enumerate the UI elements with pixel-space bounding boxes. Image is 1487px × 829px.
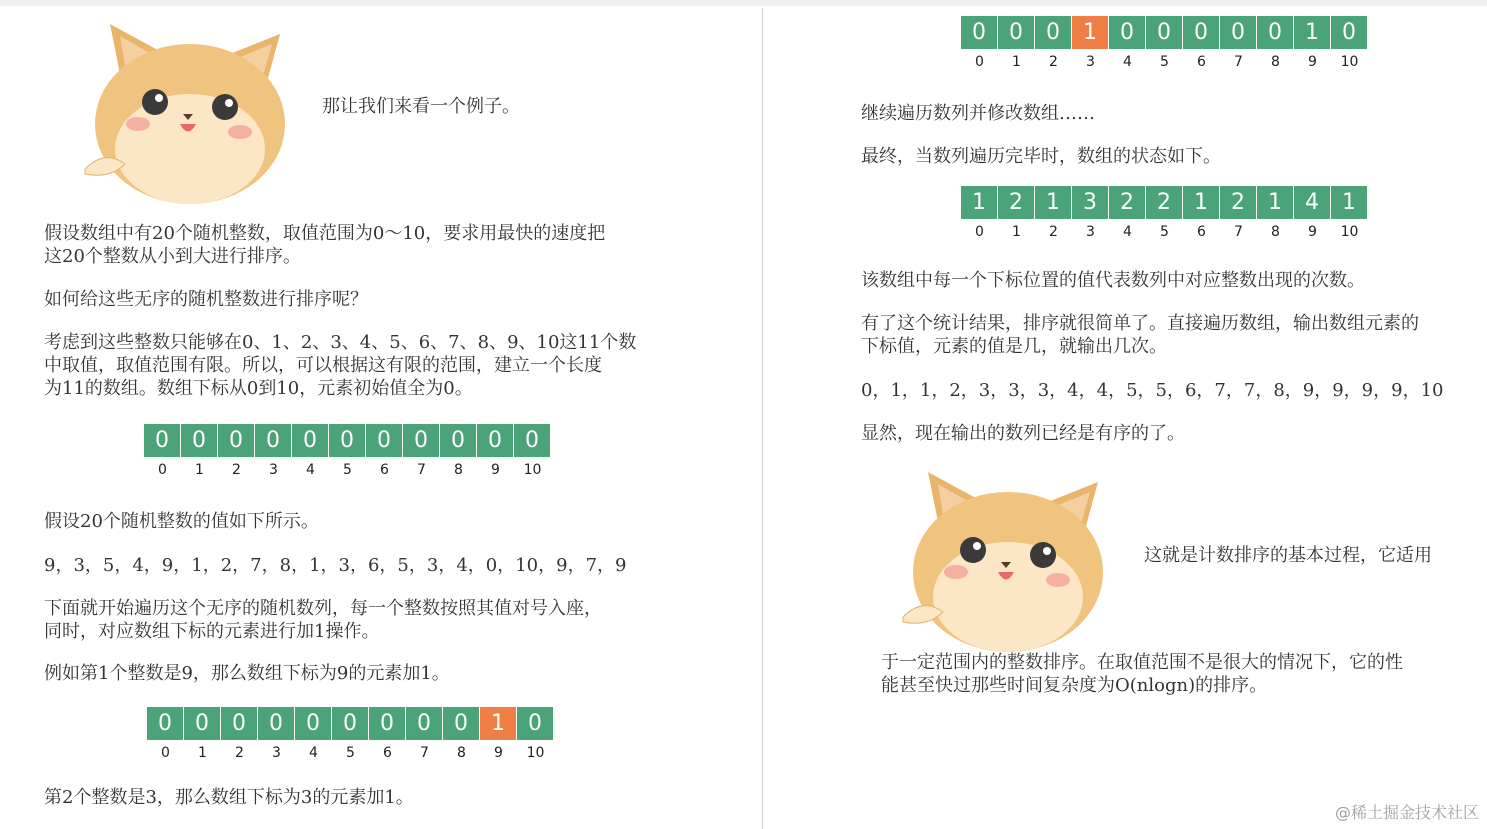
array-cell: 0 xyxy=(295,707,332,740)
hamster-icon xyxy=(80,14,300,204)
array-cell: 1 xyxy=(961,186,998,219)
paragraph-line: 假设20个随机整数的值如下所示。 xyxy=(44,511,319,532)
array-index-label: 10 xyxy=(523,462,542,478)
array-cell: 0 xyxy=(440,424,477,457)
array-cell: 0 xyxy=(218,424,255,457)
array-cell: 0 xyxy=(1109,16,1146,49)
hamster-icon xyxy=(898,462,1118,652)
count-array-after-first xyxy=(147,707,554,761)
array-index-label: 4 xyxy=(309,745,318,761)
array-cell: 0 xyxy=(181,424,218,457)
array-indices xyxy=(144,462,551,478)
array-cell: 2 xyxy=(1146,186,1183,219)
array-cell: 0 xyxy=(292,424,329,457)
paragraph-line: 中取值，取值范围有限。所以，可以根据这有限的范围，建立一个长度 xyxy=(44,355,602,376)
array-index-label: 1 xyxy=(1012,224,1021,240)
array-cell: 0 xyxy=(258,707,295,740)
paragraph-line: 该数组中每一个下标位置的值代表数列中对应整数出现的次数。 xyxy=(861,270,1365,291)
count-array-after-second xyxy=(961,16,1368,70)
array-index-label: 5 xyxy=(343,462,352,478)
array-cell: 0 xyxy=(184,707,221,740)
array-cell: 0 xyxy=(1331,16,1368,49)
paragraph-line: 有了这个统计结果，排序就很简单了。直接遍历数组，输出数组元素的 xyxy=(861,313,1419,334)
array-index-label: 7 xyxy=(1234,54,1243,70)
array-index-label: 3 xyxy=(1086,224,1095,240)
array-cell: 0 xyxy=(443,707,480,740)
array-indices xyxy=(147,745,554,761)
array-indices xyxy=(961,224,1368,240)
array-index-label: 1 xyxy=(1012,54,1021,70)
array-index-label: 6 xyxy=(380,462,389,478)
array-cell: 1 xyxy=(1294,16,1331,49)
array-cell: 1 xyxy=(1331,186,1368,219)
array-index-label: 0 xyxy=(975,54,984,70)
paragraph-line: 于一定范围内的整数排序。在取值范围不是很大的情况下，它的性 xyxy=(881,652,1403,673)
array-index-label: 2 xyxy=(1049,54,1058,70)
array-index-label: 5 xyxy=(1160,224,1169,240)
paragraph-line: 下标值，元素的值是几，就输出几次。 xyxy=(861,336,1167,357)
array-index-label: 2 xyxy=(235,745,244,761)
array-cells xyxy=(147,707,554,740)
array-index-label: 0 xyxy=(161,745,170,761)
array-index-label: 4 xyxy=(1123,54,1132,70)
paragraph-line: 能甚至快过那些时间复杂度为O(nlogn)的排序。 xyxy=(881,675,1268,696)
sorted-sequence: 0，1，1，2，3，3，3，4，4，5，5，6，7，7，8，9，9，9，9，10 xyxy=(861,380,1444,401)
caption-summary: 这就是计数排序的基本过程，它适用 xyxy=(1144,545,1432,566)
random-sequence: 9，3，5，4，9，1，2，7，8，1，3，6，5，3，4，0，10，9，7，9 xyxy=(44,555,627,576)
array-index-label: 2 xyxy=(1049,224,1058,240)
array-cell: 0 xyxy=(255,424,292,457)
array-index-label: 2 xyxy=(232,462,241,478)
array-cell: 2 xyxy=(998,186,1035,219)
array-index-label: 7 xyxy=(420,745,429,761)
paragraph-line: 第2个整数是3，那么数组下标为3的元素加1。 xyxy=(44,787,414,808)
array-indices xyxy=(961,54,1368,70)
paragraph-line: 假设数组中有20个随机整数，取值范围为0～10，要求用最快的速度把 xyxy=(44,223,606,244)
array-cell: 0 xyxy=(477,424,514,457)
array-index-label: 1 xyxy=(195,462,204,478)
paragraph-line: 同时，对应数组下标的元素进行加1操作。 xyxy=(44,621,380,642)
paragraph-line: 显然，现在输出的数列已经是有序的了。 xyxy=(861,423,1185,444)
array-index-label: 7 xyxy=(1234,224,1243,240)
array-cell: 0 xyxy=(147,707,184,740)
array-cell: 1 xyxy=(1183,186,1220,219)
array-cell: 2 xyxy=(1220,186,1257,219)
array-index-label: 8 xyxy=(457,745,466,761)
right-page xyxy=(763,0,1487,829)
array-cells xyxy=(961,16,1368,49)
array-index-label: 10 xyxy=(1340,54,1359,70)
array-cell: 1 xyxy=(1257,186,1294,219)
array-cell: 0 xyxy=(998,16,1035,49)
array-cell: 0 xyxy=(221,707,258,740)
array-index-label: 3 xyxy=(269,462,278,478)
array-index-label: 3 xyxy=(1086,54,1095,70)
paragraph-line: 最终，当数列遍历完毕时，数组的状态如下。 xyxy=(861,146,1221,167)
array-index-label: 5 xyxy=(346,745,355,761)
array-cell: 0 xyxy=(144,424,181,457)
array-index-label: 4 xyxy=(1123,224,1132,240)
array-index-label: 8 xyxy=(454,462,463,478)
array-index-label: 0 xyxy=(158,462,167,478)
array-index-label: 9 xyxy=(491,462,500,478)
array-cell: 0 xyxy=(332,707,369,740)
array-cell: 0 xyxy=(406,707,443,740)
array-index-label: 8 xyxy=(1271,224,1280,240)
array-index-label: 1 xyxy=(198,745,207,761)
array-index-label: 10 xyxy=(526,745,545,761)
array-index-label: 9 xyxy=(1308,224,1317,240)
array-index-label: 10 xyxy=(1340,224,1359,240)
array-index-label: 6 xyxy=(1197,224,1206,240)
array-cell: 3 xyxy=(1072,186,1109,219)
array-cell: 0 xyxy=(329,424,366,457)
count-array-initial xyxy=(144,424,551,478)
paragraph-line: 例如第1个整数是9，那么数组下标为9的元素加1。 xyxy=(44,663,450,684)
paragraph-line: 考虑到这些整数只能够在0、1、2、3、4、5、6、7、8、9、10这11个数 xyxy=(44,332,637,353)
array-index-label: 6 xyxy=(1197,54,1206,70)
paragraph-line: 下面就开始遍历这个无序的随机数列，每一个整数按照其值对号入座， xyxy=(44,598,602,619)
array-cell-highlighted: 1 xyxy=(480,707,517,740)
paragraph-line: 继续遍历数列并修改数组…… xyxy=(861,103,1095,124)
count-array-final xyxy=(961,186,1368,240)
array-cell: 0 xyxy=(1035,16,1072,49)
paragraph-line: 这20个整数从小到大进行排序。 xyxy=(44,246,301,267)
array-cell: 2 xyxy=(1109,186,1146,219)
array-index-label: 6 xyxy=(383,745,392,761)
caption-example: 那让我们来看一个例子。 xyxy=(322,96,520,117)
array-cells xyxy=(961,186,1368,219)
array-cells xyxy=(144,424,551,457)
array-cell: 4 xyxy=(1294,186,1331,219)
array-cell: 0 xyxy=(1257,16,1294,49)
array-index-label: 9 xyxy=(494,745,503,761)
array-cell: 0 xyxy=(517,707,554,740)
array-index-label: 7 xyxy=(417,462,426,478)
array-cell: 0 xyxy=(1146,16,1183,49)
array-index-label: 9 xyxy=(1308,54,1317,70)
array-cell: 0 xyxy=(514,424,551,457)
array-index-label: 4 xyxy=(306,462,315,478)
array-cell: 0 xyxy=(403,424,440,457)
array-cell-highlighted: 1 xyxy=(1072,16,1109,49)
array-index-label: 5 xyxy=(1160,54,1169,70)
watermark: @稀土掘金技术社区 xyxy=(1334,803,1479,822)
array-index-label: 0 xyxy=(975,224,984,240)
array-cell: 0 xyxy=(1220,16,1257,49)
array-cell: 0 xyxy=(1183,16,1220,49)
paragraph-line: 为11的数组。数组下标从0到10，元素初始值全为0。 xyxy=(44,378,473,399)
array-cell: 1 xyxy=(1035,186,1072,219)
array-cell: 0 xyxy=(369,707,406,740)
array-index-label: 3 xyxy=(272,745,281,761)
array-cell: 0 xyxy=(366,424,403,457)
array-index-label: 8 xyxy=(1271,54,1280,70)
paragraph-question: 如何给这些无序的随机整数进行排序呢？ xyxy=(44,289,368,310)
array-cell: 0 xyxy=(961,16,998,49)
